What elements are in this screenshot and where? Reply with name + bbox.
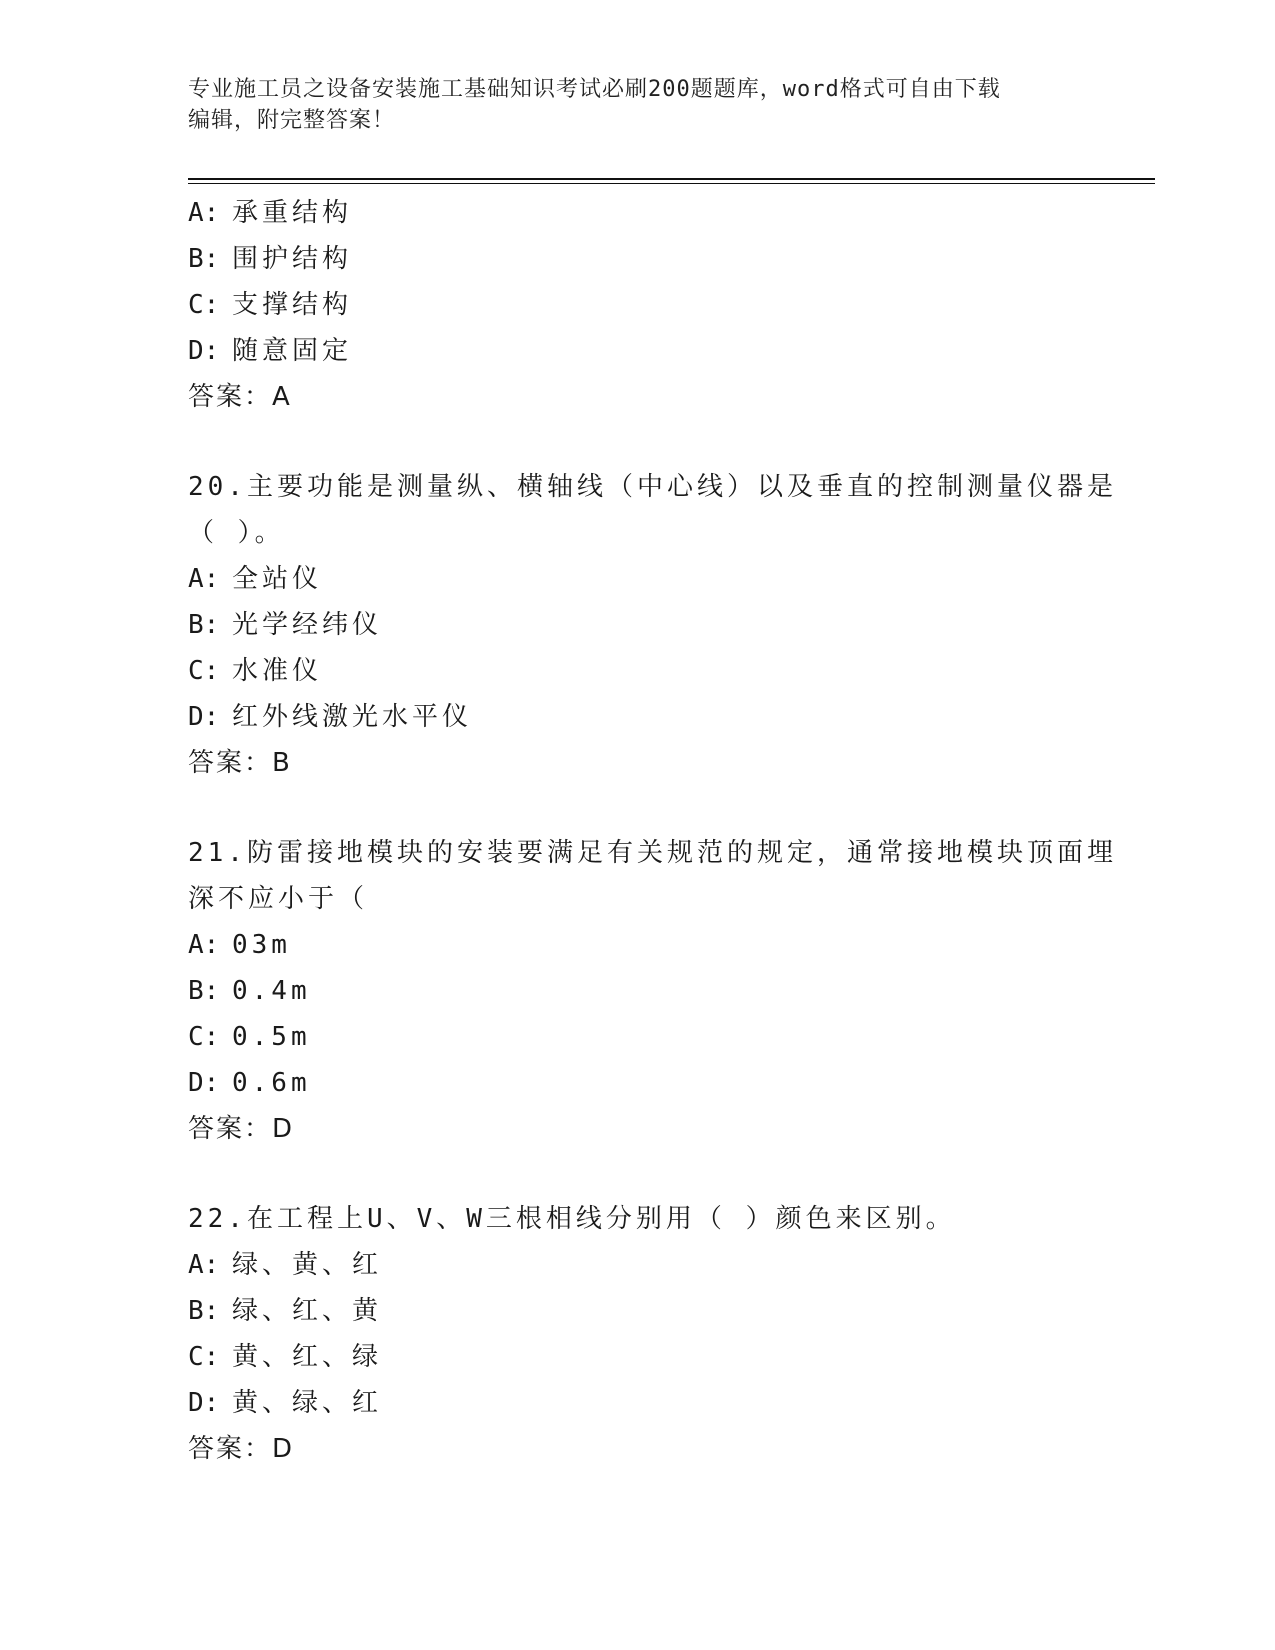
option-text: 光学经纬仪 [232, 610, 383, 640]
question-text-line-1: 20.主要功能是测量纵、横轴线（中心线）以及垂直的控制测量仪器是 [188, 472, 1117, 502]
option-label: C: [188, 656, 220, 686]
option-d [188, 328, 1088, 374]
option-text: 黄、绿、红 [232, 1388, 383, 1418]
header-line-2: 编辑，附完整答案！ [188, 108, 396, 133]
option-label: C: [188, 290, 220, 320]
option-label: C: [188, 1342, 220, 1372]
option-text: 0.6m [232, 1068, 311, 1098]
option-label: D: [188, 702, 220, 732]
answer-line: 答案：A [188, 382, 292, 412]
question-22 [188, 1196, 1088, 1472]
answer-line: 答案：B [188, 748, 292, 778]
option-label: C: [188, 1022, 220, 1052]
option-text: 红外线激光水平仪 [232, 702, 473, 732]
option-text: 支撑结构 [232, 290, 353, 320]
option-b [188, 1288, 1088, 1334]
question-text-line-1: 22.在工程上U、V、W三根相线分别用（ ）颜色来区别。 [188, 1204, 956, 1234]
option-label: B: [188, 244, 220, 274]
answer-line: 答案：D [188, 1114, 295, 1144]
option-text: 围护结构 [232, 244, 353, 274]
option-label: D: [188, 1068, 220, 1098]
option-c [188, 282, 1088, 328]
option-c [188, 1334, 1088, 1380]
document-header [188, 74, 1088, 136]
option-text: 03m [232, 930, 291, 960]
option-label: A: [188, 198, 220, 228]
question-list [188, 190, 1117, 1472]
option-b [188, 968, 1088, 1014]
option-text: 绿、红、黄 [232, 1296, 383, 1326]
option-text: 黄、红、绿 [232, 1342, 383, 1372]
option-text: 绿、黄、红 [232, 1250, 383, 1280]
option-text: 全站仪 [232, 564, 323, 594]
header-divider-thin [188, 183, 1155, 184]
question-text-line-2: （ ）。 [188, 518, 285, 548]
option-d [188, 1060, 1088, 1106]
question-19 [188, 190, 1088, 420]
option-label: D: [188, 336, 220, 366]
option-text: 承重结构 [232, 198, 353, 228]
option-b [188, 236, 1088, 282]
answer-line: 答案：D [188, 1434, 295, 1464]
option-label: A: [188, 564, 220, 594]
option-a [188, 556, 1088, 602]
option-text: 随意固定 [232, 336, 353, 366]
option-d [188, 1380, 1088, 1426]
question-text-line-2: 深不应小于（ [188, 884, 369, 914]
option-label: A: [188, 930, 220, 960]
option-c [188, 1014, 1088, 1060]
header-line-1: 专业施工员之设备安装施工基础知识考试必刷200题题库，word格式可自由下载 [188, 77, 1001, 102]
option-label: B: [188, 976, 220, 1006]
option-label: A: [188, 1250, 220, 1280]
option-c [188, 648, 1088, 694]
option-a [188, 1242, 1088, 1288]
option-b [188, 602, 1088, 648]
header-divider-thick [188, 178, 1155, 180]
option-text: 水准仪 [232, 656, 323, 686]
question-20 [188, 464, 1117, 786]
question-text-line-1: 21.防雷接地模块的安装要满足有关规范的规定，通常接地模块顶面埋 [188, 838, 1117, 868]
option-text: 0.5m [232, 1022, 311, 1052]
option-text: 0.4m [232, 976, 311, 1006]
option-a [188, 922, 1088, 968]
option-a [188, 190, 1088, 236]
option-label: D: [188, 1388, 220, 1418]
option-label: B: [188, 1296, 220, 1326]
option-label: B: [188, 610, 220, 640]
question-21 [188, 830, 1117, 1152]
option-d [188, 694, 1088, 740]
